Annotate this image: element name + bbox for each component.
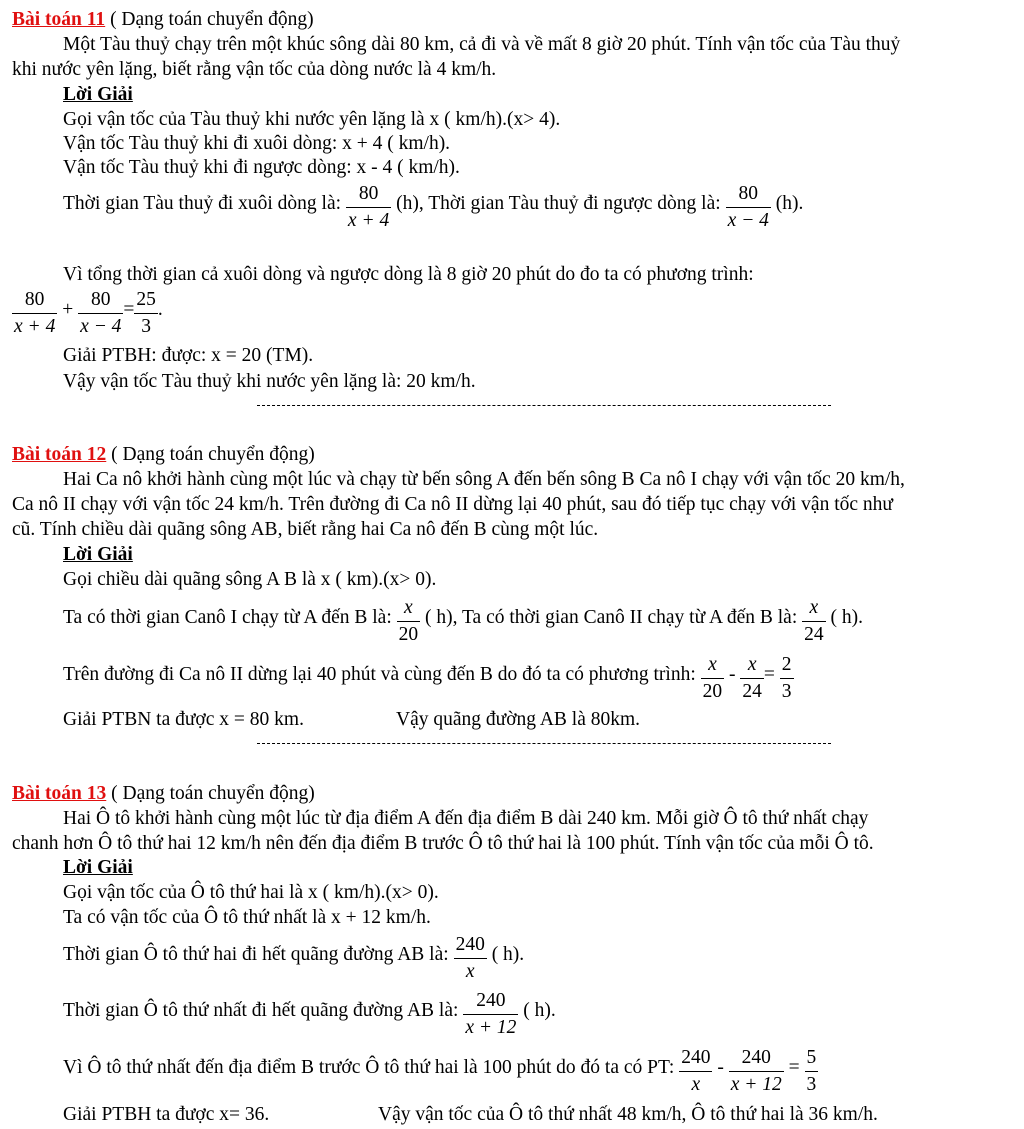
fraction: $\frac{x}{24}$ xyxy=(742,654,762,702)
solution-line: Vận tốc Tàu thuỷ khi đi xuôi dòng: x + 4 ( km/h). xyxy=(63,133,451,154)
result-line: Giải PTBN ta được x = 80 km. xyxy=(63,709,304,730)
problem-tag: ( Dạng toán chuyển động) xyxy=(105,9,314,30)
fraction: $\frac{x}{24}$ xyxy=(804,597,824,645)
problem-12-heading xyxy=(12,445,315,465)
time-line: Thời gian Ô tô thứ hai đi hết quãng đường AB là: $\frac{240}{x}$ ( h). xyxy=(63,934,525,982)
fraction: $\frac{240}{x + 12}$ xyxy=(465,990,517,1038)
separator-rule xyxy=(257,743,831,744)
solution-label: Lời Giải xyxy=(63,544,133,565)
because-line: Vì tổng thời gian cả xuôi dòng và ngược dòng là 8 giờ 20 phút do đo ta có phương trình: xyxy=(63,264,754,285)
problem-tag: ( Dạng toán chuyển động) xyxy=(106,783,315,804)
separator-rule xyxy=(257,405,831,406)
fraction: $\frac{80}{x - 4}$ xyxy=(727,183,769,231)
problem-13-heading xyxy=(12,784,315,804)
fraction: $\frac{240}{x}$ xyxy=(455,934,485,982)
problem-statement-line: Hai Ô tô khởi hành cùng một lúc từ địa điểm A đến địa điểm B dài 240 km. Mỗi giờ Ô tô thứ nhất chạy xyxy=(63,808,869,829)
fraction: $\frac{80}{x + 4}$ xyxy=(347,183,390,231)
problem-statement-line: khi nước yên lặng, biết rằng vận tốc của dòng nước là 4 km/h. xyxy=(12,59,497,80)
solution-label: Lời Giải xyxy=(63,84,133,105)
equation: $\frac{80}{x + 4}$ + $\frac{80}{x - 4}$ = $\frac{25}{3}$ . xyxy=(14,289,163,337)
problem-title: Bài toán 12 xyxy=(12,444,107,465)
solution-label: Lời Giải xyxy=(63,857,133,878)
solution-line: Gọi chiều dài quãng sông A B là x ( km).(x> 0). xyxy=(63,569,437,590)
solution-line: Gọi vận tốc của Tàu thuỷ khi nước yên lặng là x ( km/h).(x> 4). xyxy=(63,109,561,130)
problem-statement-line: Ca nô II chạy với vận tốc 24 km/h. Trên đường đi Ca nô II dừng lại 40 phút, sau đó tiếp tục chạy với vận tốc như xyxy=(12,494,893,515)
solution-line: Gọi vận tốc của Ô tô thứ hai là x ( km/h).(x> 0). xyxy=(63,882,439,903)
result-line: Vậy vận tốc của Ô tô thứ nhất 48 km/h, Ô tô thứ hai là 36 km/h. xyxy=(378,1104,878,1125)
problem-title: Bài toán 11 xyxy=(12,9,106,30)
problem-tag: ( Dạng toán chuyển động) xyxy=(106,444,315,465)
problem-11-heading xyxy=(12,10,314,30)
fraction: $\frac{x}{20}$ xyxy=(702,654,723,702)
problem-statement-line: cũ. Tính chiều dài quãng sông AB, biết rằng hai Ca nô đến B cùng một lúc. xyxy=(12,519,599,540)
fraction: $\frac{25}{3}$ xyxy=(136,289,156,337)
fraction: $\frac{240}{x + 12}$ xyxy=(730,1047,782,1095)
equation-line: Trên đường đi Ca nô II dừng lại 40 phút và cùng đến B do đó ta có phương trình: $\frac{x}{20}$ - $\frac{x}{24}$ = $\frac{2}{3}$ xyxy=(63,654,792,702)
result-line: Vậy vận tốc Tàu thuỷ khi nước yên lặng là: 20 km/h. xyxy=(63,371,476,392)
result-line: Giải PTBH ta được x= 36. xyxy=(63,1104,270,1125)
fraction: $\frac{80}{x + 4}$ xyxy=(14,289,56,337)
problem-title: Bài toán 13 xyxy=(12,783,107,804)
fraction: $\frac{80}{x - 4}$ xyxy=(80,289,122,337)
time-line: Thời gian Tàu thuỷ đi xuôi dòng là: $\frac{80}{x + 4}$ (h), Thời gian Tàu thuỷ đi ngược dòng là: $\frac{80}{x - 4}$ (h). xyxy=(63,183,804,231)
solution-line: Ta có vận tốc của Ô tô thứ nhất là x + 12 km/h. xyxy=(63,907,431,928)
result-line: Vậy quãng đường AB là 80km. xyxy=(396,709,641,730)
time-line: Ta có thời gian Canô I chạy từ A đến B là: $\frac{x}{20}$ ( h), Ta có thời gian Canô II chạy từ A đến B là: $\frac{x}{24}$ ( h). xyxy=(63,597,863,645)
solution-line: Vận tốc Tàu thuỷ khi đi ngược dòng: x - 4 ( km/h). xyxy=(63,157,460,178)
problem-statement-line: chanh hơn Ô tô thứ hai 12 km/h nên đến địa điểm B trước Ô tô thứ hai là 100 phút. Tính vận tốc của mỗi Ô tô. xyxy=(12,833,874,854)
fraction: $\frac{2}{3}$ xyxy=(781,654,792,702)
result-line: Giải PTBH: được: x = 20 (TM). xyxy=(63,345,314,366)
fraction: $\frac{x}{20}$ xyxy=(398,597,419,645)
problem-statement-line: Hai Ca nô khởi hành cùng một lúc và chạy từ bến sông A đến bến sông B Ca nô I chạy với vận tốc 20 km/h, xyxy=(63,469,905,490)
time-line: Thời gian Ô tô thứ nhất đi hết quãng đường AB là: $\frac{240}{x + 12}$ ( h). xyxy=(63,990,556,1038)
equation-line: Vì Ô tô thứ nhất đến địa điểm B trước Ô tô thứ hai là 100 phút do đó ta có PT: $\frac{240}{x}$ - $\frac{240}{x + 12}$ = $\frac{5}{3}$ xyxy=(63,1047,817,1095)
fraction: $\frac{240}{x}$ xyxy=(681,1047,711,1095)
problem-statement-line: Một Tàu thuỷ chạy trên một khúc sông dài 80 km, cả đi và về mất 8 giờ 20 phút. Tính vận tốc của Tàu thuỷ xyxy=(63,34,901,55)
fraction: $\frac{5}{3}$ xyxy=(806,1047,817,1095)
